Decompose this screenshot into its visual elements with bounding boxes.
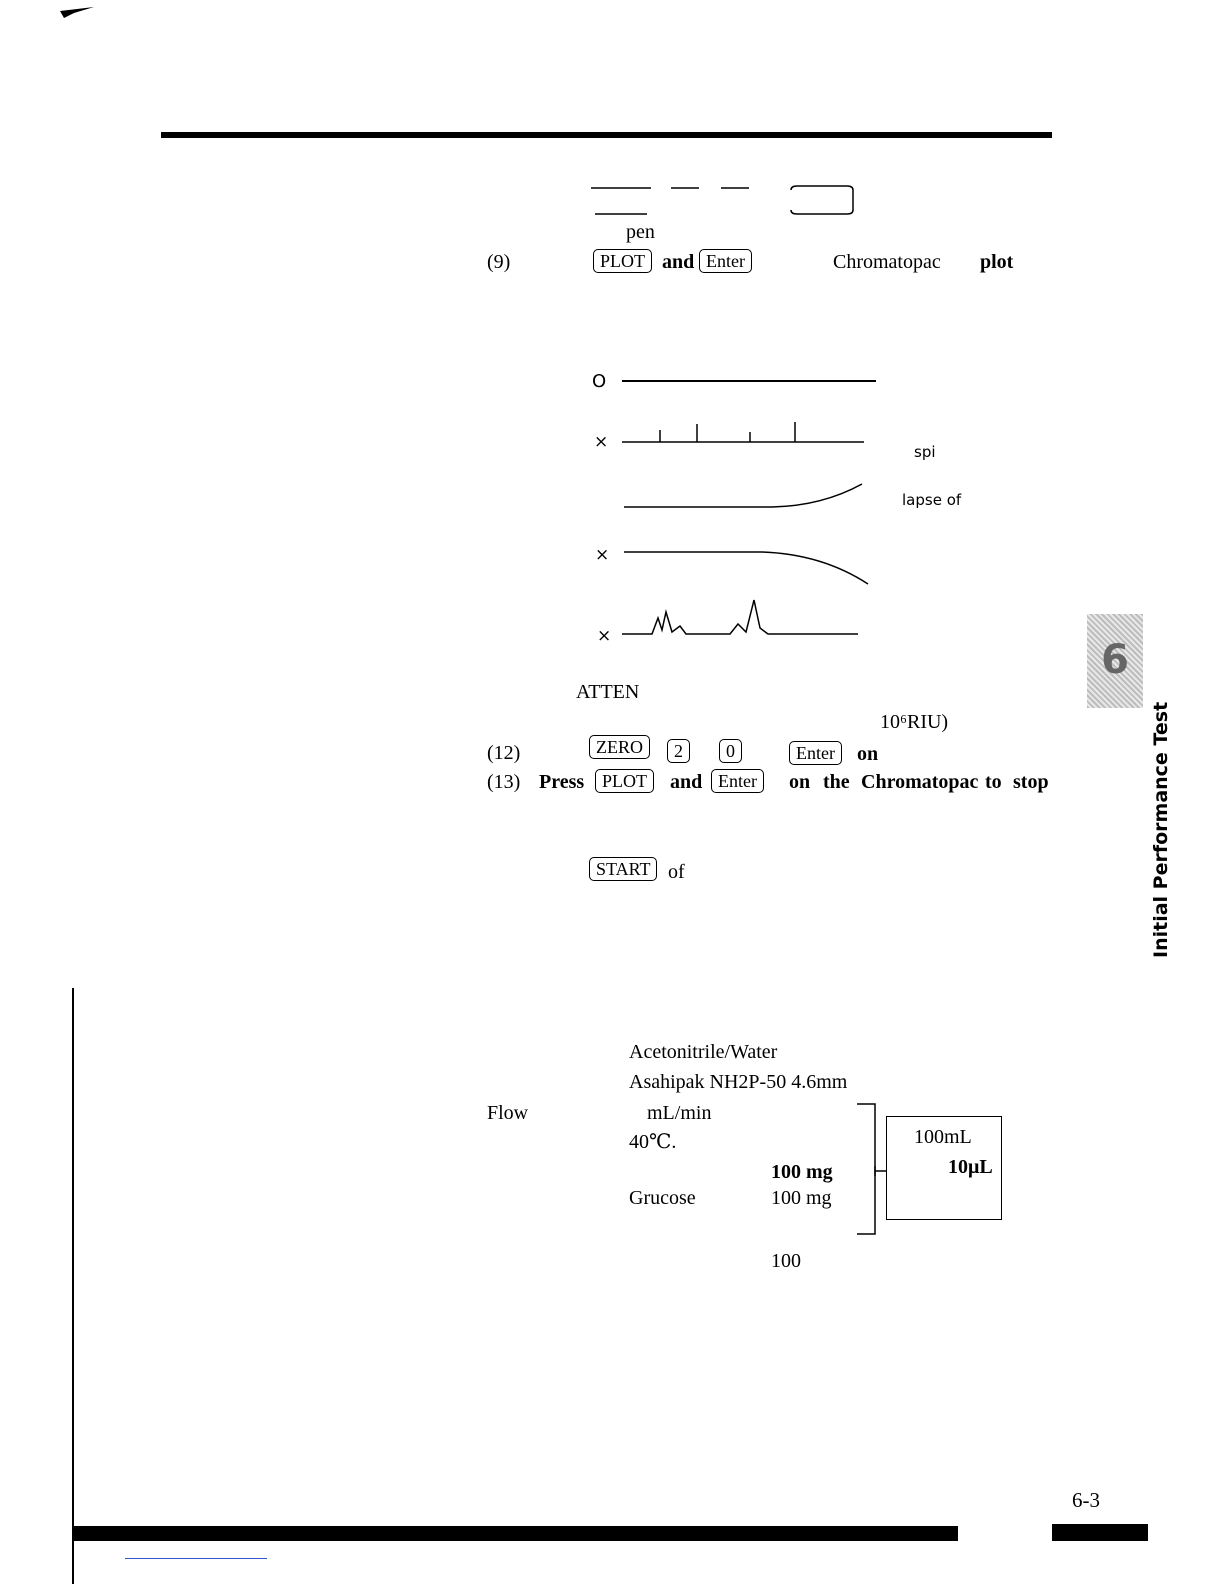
- drift-up-trace: [622, 480, 867, 512]
- mobile-phase: Acetonitrile/Water: [629, 1041, 778, 1063]
- zero-key[interactable]: ZERO: [589, 735, 650, 759]
- plot-key[interactable]: PLOT: [595, 769, 654, 793]
- pen-label: pen: [626, 221, 655, 243]
- peaks-trace: [620, 596, 865, 640]
- step12-number: (12): [487, 742, 521, 764]
- footer-rule: [72, 1526, 958, 1541]
- footer-link-underline: [125, 1558, 267, 1559]
- step9-number: (9): [487, 251, 511, 273]
- step12-suffix: on: [857, 743, 879, 765]
- box-volume: 100mL: [914, 1126, 972, 1148]
- lapse-note: lapse of: [902, 491, 962, 509]
- step13-number: (13): [487, 771, 521, 793]
- enter-key[interactable]: Enter: [789, 741, 842, 765]
- digit-2-key[interactable]: 2: [667, 739, 690, 763]
- spike-note: spi: [914, 443, 936, 461]
- sample-bracket: [855, 1100, 889, 1240]
- chapter-title: Initial Performance Test: [1150, 701, 1172, 958]
- digit-0-key[interactable]: 0: [719, 739, 742, 763]
- left-vertical-rule: [72, 988, 74, 1584]
- sample2-amount: 100 mg: [771, 1187, 832, 1209]
- riu-label: 10⁶RIU): [880, 711, 949, 733]
- temperature: 40℃.: [629, 1131, 677, 1153]
- step9-action: plot: [980, 251, 1014, 273]
- spike-baseline-trace: [620, 418, 870, 448]
- step13-and: and: [670, 771, 703, 793]
- header-rule: [161, 132, 1052, 138]
- step13-stop: stop: [1013, 771, 1049, 793]
- step13-to: to: [985, 771, 1002, 793]
- step13-device: Chromatopac: [861, 771, 979, 793]
- sample2-name: Grucose: [629, 1187, 696, 1209]
- step9-device: Chromatopac: [833, 251, 941, 273]
- drift-down-trace: [622, 546, 872, 588]
- atten-label: ATTEN: [576, 681, 640, 703]
- chapter-number: 6: [1101, 637, 1129, 683]
- step13-press: Press: [539, 771, 585, 793]
- enter-key[interactable]: Enter: [711, 769, 764, 793]
- key-outlines-step8: [585, 182, 865, 222]
- corner-mark: [60, 6, 96, 20]
- page-number: 6-3: [1072, 1488, 1100, 1512]
- flow-value: mL/min: [647, 1102, 712, 1124]
- marker-x-peaks: ×: [597, 626, 612, 646]
- marker-ok: O: [592, 371, 607, 392]
- marker-x-spikes: ×: [594, 432, 609, 452]
- stable-baseline-trace: [620, 374, 880, 388]
- marker-x-drift: ×: [595, 545, 610, 565]
- box-injection: 10μL: [948, 1156, 993, 1178]
- extra-value: 100: [771, 1250, 801, 1272]
- footer-tab-block: [1052, 1524, 1148, 1541]
- step9-and: and: [662, 251, 695, 273]
- start-suffix: of: [668, 861, 685, 883]
- step13-on: on: [789, 771, 811, 793]
- enter-key[interactable]: Enter: [699, 249, 752, 273]
- step13-the: the: [823, 771, 850, 793]
- start-key[interactable]: START: [589, 857, 657, 881]
- plot-key[interactable]: PLOT: [593, 249, 652, 273]
- sample1-amount: 100 mg: [771, 1161, 833, 1183]
- flow-label: Flow: [487, 1102, 529, 1124]
- column: Asahipak NH2P-50 4.6mm: [629, 1071, 848, 1093]
- chapter-tab[interactable]: [1087, 614, 1143, 708]
